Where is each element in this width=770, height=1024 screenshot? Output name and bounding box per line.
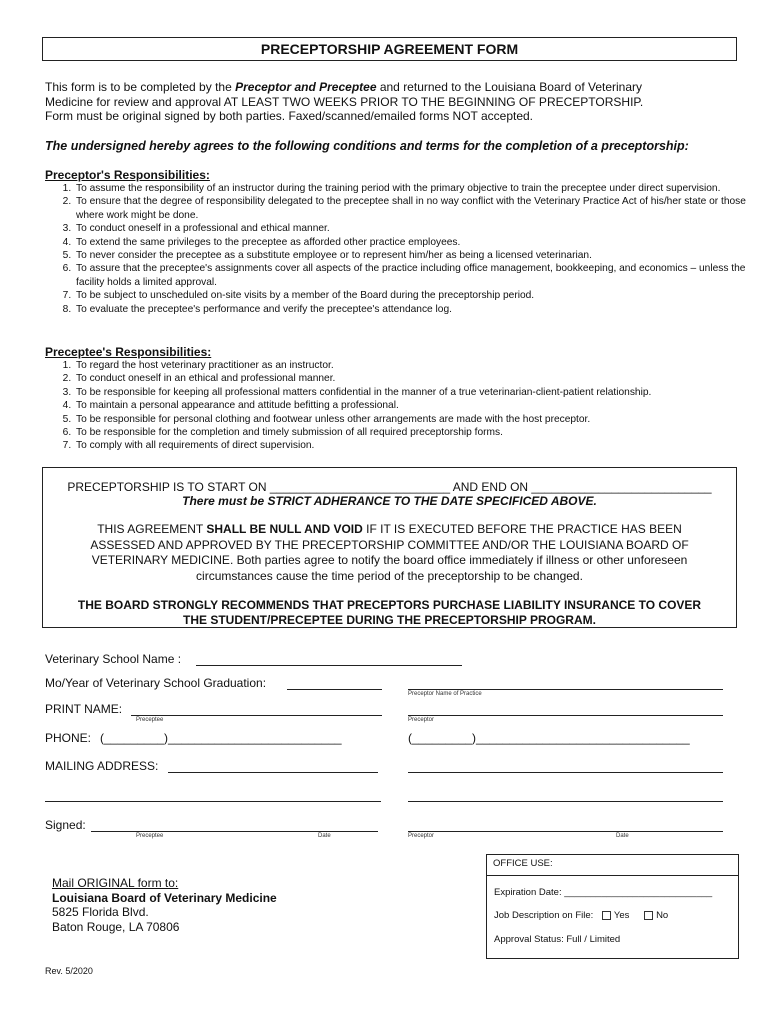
preceptee-signature-caption: Preceptee [136, 833, 164, 839]
form-title: PRECEPTORSHIP AGREEMENT FORM [42, 37, 737, 61]
no-checkbox[interactable] [644, 911, 653, 920]
preceptee-item: 2. To conduct oneself in an ethical and professional manner. [74, 372, 754, 385]
intro-parties: Preceptor and Preceptee [235, 80, 377, 94]
insurance-note [43, 598, 736, 628]
preceptee-item: 3. To be responsible for keeping all professional matters confidential in the manner of a true veterinarian-client-patient relationship. [74, 386, 754, 399]
terms-box [42, 467, 737, 628]
intro-line-2: Medicine for review and approval AT LEAST TWO WEEKS PRIOR TO THE BEGINNING OF PRECEPTORSHIP. [45, 94, 644, 109]
preceptee-item: 7. To comply with all requirements of direct supervision. [74, 439, 754, 452]
preceptee-item: 6. To be responsible for the completion and timely submission of all required preceptorship forms. [74, 426, 754, 439]
insurance-line-1: THE BOARD STRONGLY RECOMMENDS THAT PRECEPTORS PURCHASE LIABILITY INSURANCE TO COVER [77, 598, 702, 612]
agreement-statement: The undersigned hereby agrees to the following conditions and terms for the completion of a preceptorship: [45, 139, 689, 153]
preceptee-section [45, 345, 754, 453]
intro-line-3: Form must be original signed by both parties. Faxed/scanned/emailed forms NOT accepted. [45, 109, 534, 123]
school-name-field[interactable] [196, 665, 462, 666]
preceptee-name-caption: Preceptee [136, 717, 164, 723]
practice-name-caption: Preceptor Name of Practice [408, 691, 482, 697]
preceptor-item: 5. To never consider the preceptee as a substitute employee or to represent him/her as being a licensed veterinarian. [74, 249, 754, 262]
job-description-label: Job Description on File: [494, 910, 594, 921]
null-text-2: ASSESSED AND APPROVED BY THE PRECEPTORSHIP COMMITTEE AND/OR THE LOUISIANA BOARD OF [90, 537, 689, 552]
start-end-line: PRECEPTORSHIP IS TO START ON ___________________________ AND END ON ___________________________ [67, 480, 712, 494]
adherence-period: . [593, 494, 597, 508]
null-void-text [43, 522, 736, 584]
preceptor-list [45, 182, 754, 316]
preceptor-item: 1. To assume the responsibility of an instructor during the training period with the primary objective to train the preceptee under direct supervision. [74, 182, 754, 195]
preceptee-item: 1. To regard the host veterinary practitioner as an instructor. [74, 359, 754, 372]
graduation-field[interactable] [287, 689, 382, 690]
null-text-b: IF IT IS EXECUTED BEFORE THE PRACTICE HAS BEEN [362, 522, 682, 536]
preceptor-item: 2. To ensure that the degree of responsibility delegated to the preceptee shall in no way conflict with the Veterinary Practice Act of his/her state or those where work might be done. [74, 195, 754, 222]
intro-text [45, 80, 735, 124]
preceptor-date-caption: Date [616, 833, 629, 839]
preceptee-address-line-1[interactable] [168, 772, 378, 773]
preceptee-phone-field[interactable]: (_________)__________________________ [100, 731, 342, 745]
expiration-date-field[interactable]: Expiration Date: ____________________________ [494, 887, 713, 898]
null-text-3: VETERINARY MEDICINE. Both parties agree to notify the board office immediately if illness or other unforeseen [91, 553, 688, 567]
preceptor-item: 3. To conduct oneself in a professional and ethical manner. [74, 222, 754, 235]
adherence-note [43, 494, 736, 508]
mail-heading: Mail ORIGINAL form to: [52, 876, 179, 890]
preceptee-signature-field[interactable] [91, 831, 378, 832]
preceptee-item: 5. To be responsible for personal clothing and footwear unless other arrangements are made with the host preceptor. [74, 413, 754, 426]
yes-checkbox[interactable] [602, 911, 611, 920]
preceptee-name-field[interactable] [131, 715, 382, 716]
preceptor-phone-field[interactable]: (_________)________________________________ [408, 731, 690, 745]
null-text-bold: SHALL BE NULL AND VOID [206, 522, 363, 536]
phone-label: PHONE: [45, 731, 92, 745]
office-use-heading: OFFICE USE: [487, 855, 738, 876]
insurance-line-2: THE STUDENT/PRECEPTEE DURING THE PRECEPTORSHIP PROGRAM. [183, 613, 596, 627]
mail-org: Louisiana Board of Veterinary Medicine [52, 890, 277, 905]
preceptor-address-line-2[interactable] [408, 801, 723, 802]
mail-street: 5825 Florida Blvd. [52, 905, 149, 919]
intro-line-1b: and returned to the Louisiana Board of Veterinary [376, 80, 643, 94]
preceptee-address-line-2[interactable] [45, 801, 381, 802]
preceptor-section [45, 168, 754, 316]
preceptee-date-caption: Date [318, 833, 331, 839]
approval-status: Approval Status: Full / Limited [494, 934, 621, 945]
print-name-label: PRINT NAME: [45, 702, 123, 716]
preceptor-item: 4. To extend the same privileges to the preceptee as afforded other practice employees. [74, 236, 754, 249]
preceptor-item: 6. To assure that the preceptee's assignments cover all aspects of the practice including office management, bookkeeping, and economics – unless the facility holds a limited approval. [74, 262, 754, 289]
preceptee-list [45, 359, 754, 453]
revision-note: Rev. 5/2020 [45, 966, 93, 976]
intro-line-1a: This form is to be completed by the [45, 80, 236, 94]
preceptor-item: 8. To evaluate the preceptee's performance and verify the preceptee's attendance log. [74, 303, 754, 316]
office-use-box [486, 854, 739, 959]
preceptee-heading: Preceptee's Responsibilities: [45, 345, 212, 359]
preceptor-signature-caption: Preceptor [408, 833, 435, 839]
preceptor-item: 7. To be subject to unscheduled on-site visits by a member of the Board during the preceptorship period. [74, 289, 754, 302]
preceptee-item: 4. To maintain a personal appearance and attitude befitting a professional. [74, 399, 754, 412]
signed-label: Signed: [45, 818, 86, 832]
preceptor-signature-field[interactable] [408, 831, 723, 832]
preceptor-heading: Preceptor's Responsibilities: [45, 168, 210, 182]
null-text-4: circumstances cause the time period of the preceptorship to be changed. [196, 568, 583, 583]
mailing-address-label: MAILING ADDRESS: [45, 759, 159, 773]
yes-label: Yes [613, 910, 630, 921]
preceptor-name-caption: Preceptor [408, 717, 435, 723]
no-label: No [656, 910, 669, 921]
preceptor-name-field[interactable] [408, 715, 723, 716]
job-description-row [494, 910, 668, 921]
mailing-instructions [52, 876, 277, 934]
school-name-label: Veterinary School Name : [45, 652, 182, 666]
mail-city: Baton Rouge, LA 70806 [52, 919, 180, 934]
null-text-a: THIS AGREEMENT [97, 522, 207, 536]
practice-name-field[interactable] [408, 689, 723, 690]
preceptor-address-line-1[interactable] [408, 772, 723, 773]
adherence-text: There must be STRICT ADHERANCE TO THE DATE SPECIFICED ABOVE [182, 494, 594, 508]
graduation-label: Mo/Year of Veterinary School Graduation: [45, 676, 267, 690]
